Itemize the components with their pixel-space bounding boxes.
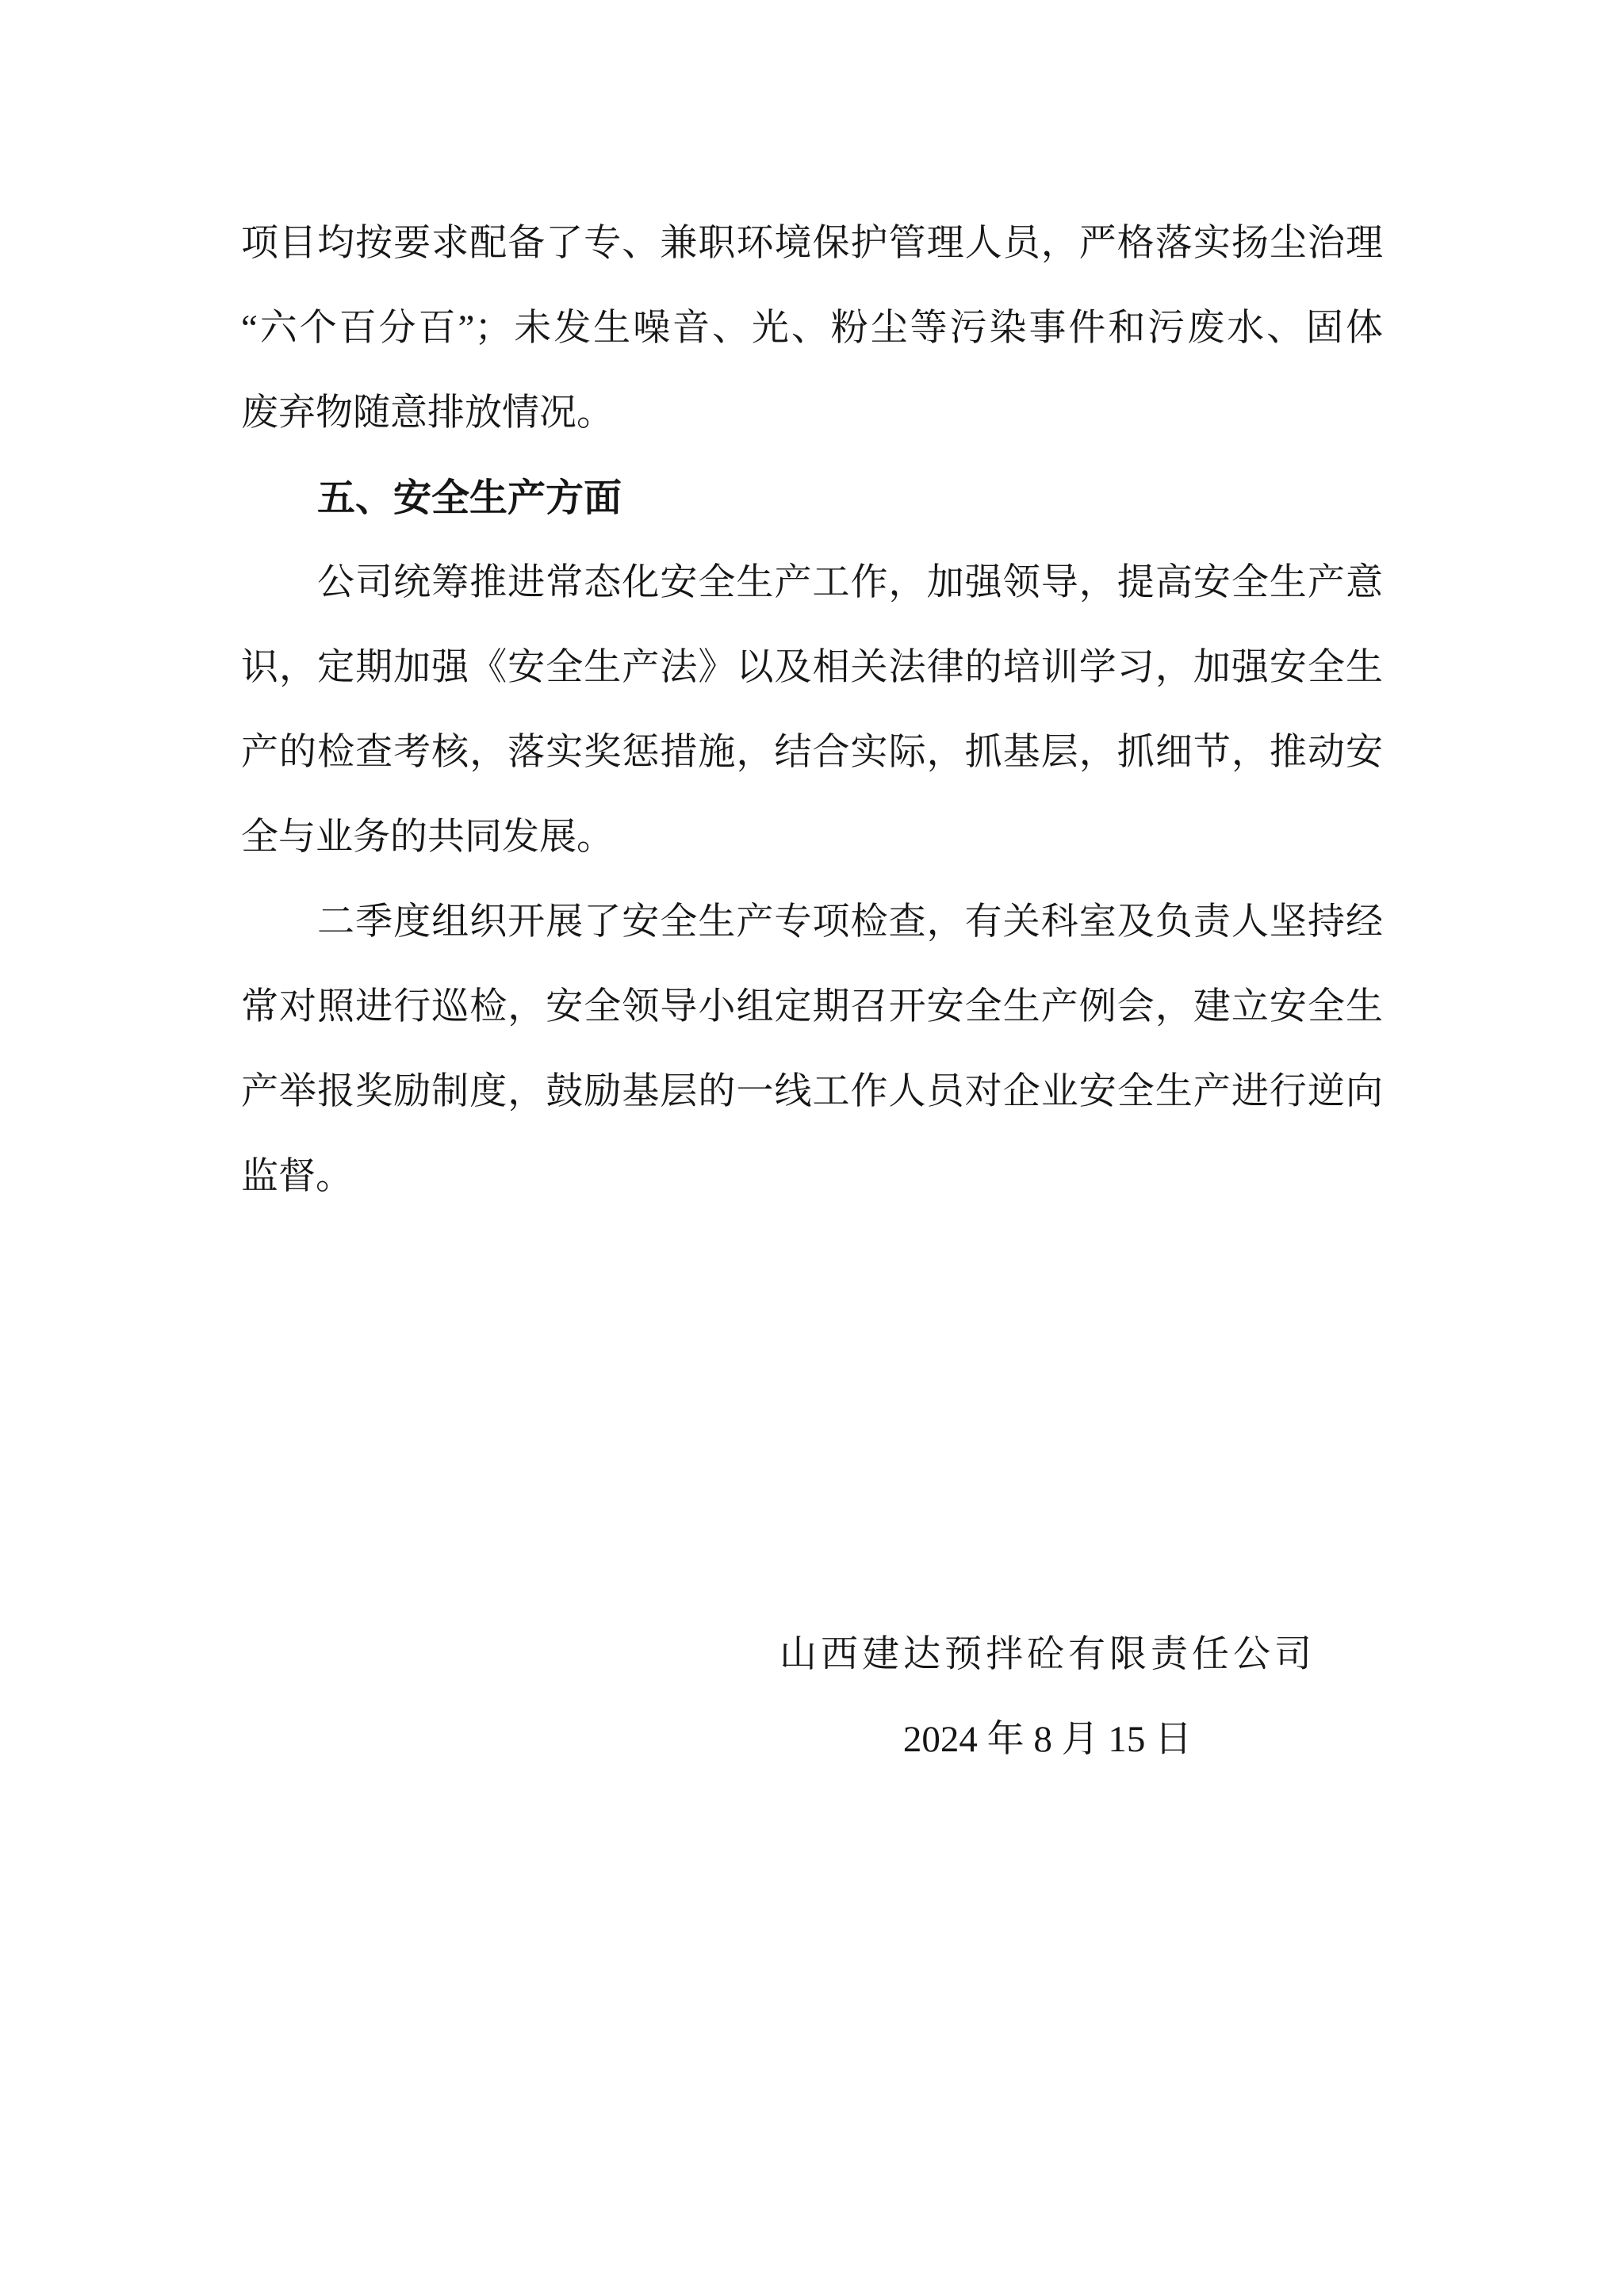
body-line: 公司统筹推进常态化安全生产工作，加强领导，提高安全生产意 xyxy=(317,562,1383,603)
body-line: 常对照进行巡检，安全领导小组定期召开安全生产例会，建立安全生 xyxy=(241,986,1383,1027)
signature-company-name: 山西建达预拌砼有限责任公司 xyxy=(779,1634,1316,1675)
body-line: 识，定期加强《安全生产法》以及相关法律的培训学习，加强安全生 xyxy=(241,647,1383,688)
body-line: “六个百分百”；未发生噪音、光、粉尘等污染事件和污废水、固体 xyxy=(241,308,1383,349)
signature-date: 2024 年 8 月 15 日 xyxy=(902,1719,1193,1760)
body-line: 二季度组织开展了安全生产专项检查，有关科室及负责人坚持经 xyxy=(317,901,1383,943)
document-body xyxy=(241,201,1383,1219)
body-line: 产举报奖励制度，鼓励基层的一线工作人员对企业安全生产进行逆向 xyxy=(241,1071,1383,1112)
section-heading: 五、安全生产方面 xyxy=(317,477,622,519)
body-line: 全与业务的共同发展。 xyxy=(241,817,614,858)
body-line: 监督。 xyxy=(241,1156,353,1197)
signature-block xyxy=(779,1613,1316,1782)
body-line: 产的检查考核，落实奖惩措施，结合实际，抓基层，抓细节，推动安 xyxy=(241,732,1383,773)
body-line: 废弃物随意排放情况。 xyxy=(241,392,614,434)
body-line: 项目均按要求配备了专、兼职环境保护管理人员，严格落实扬尘治理 xyxy=(241,223,1383,264)
